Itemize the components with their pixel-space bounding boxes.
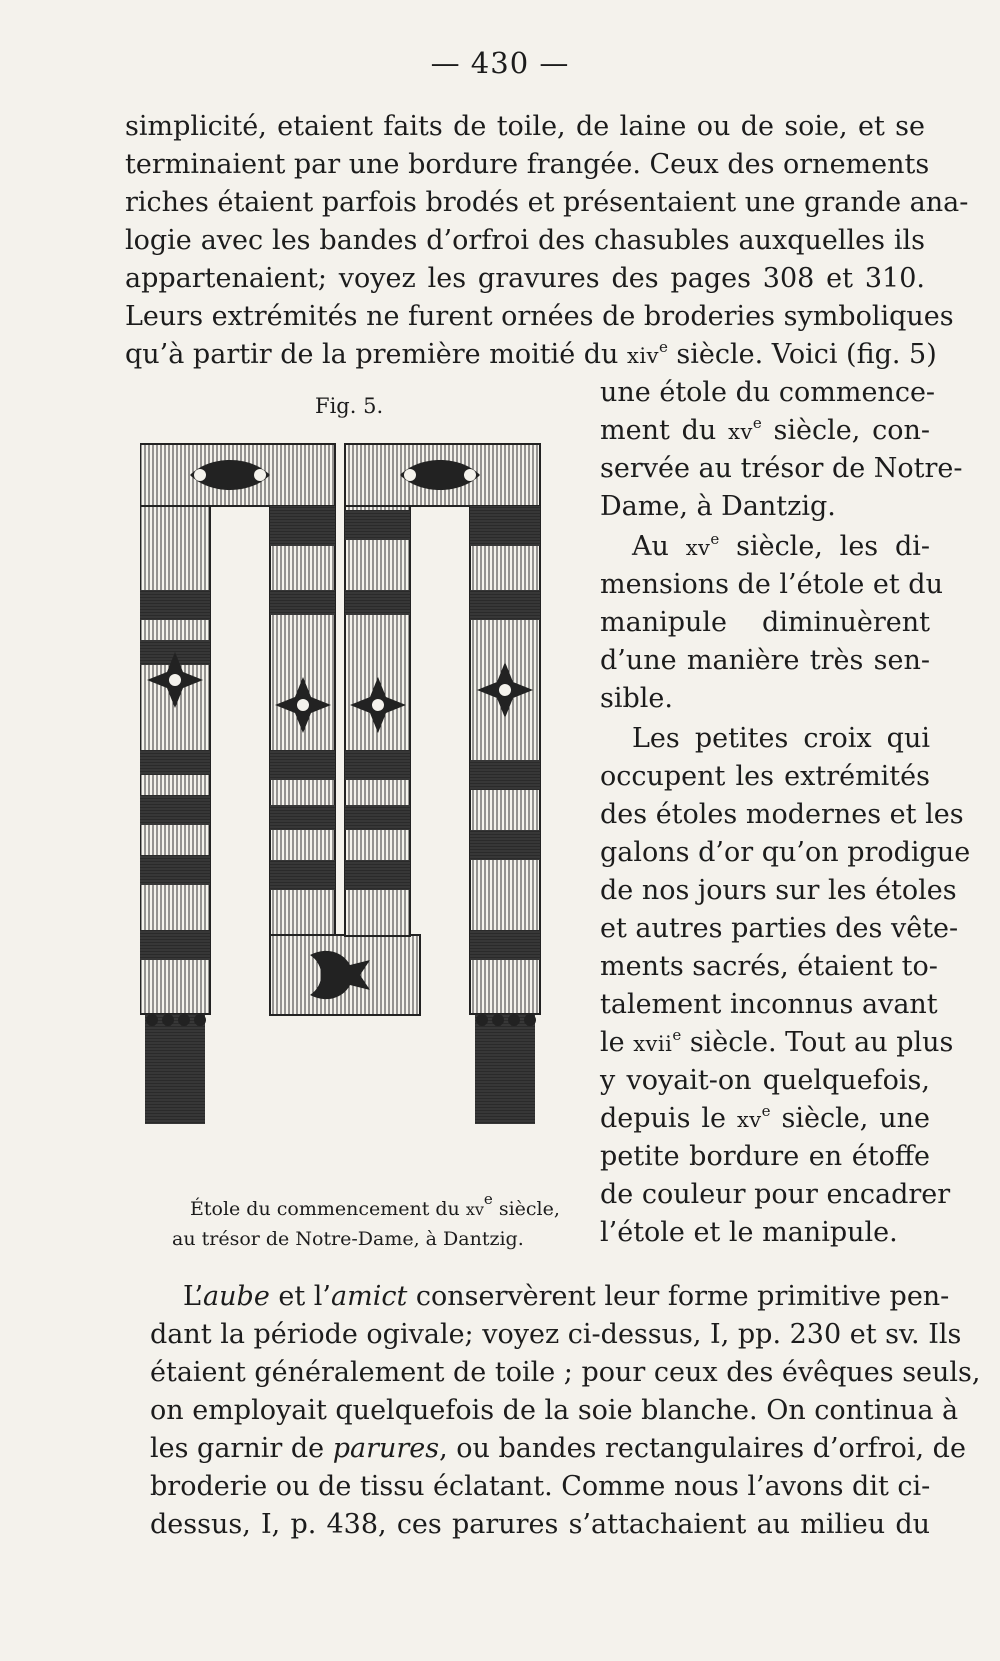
text-line: de nos jours sur les étoles <box>600 875 957 906</box>
text-line: le xvii$^e$ siècle. Tout au plus <box>600 1026 954 1058</box>
text-line: sible. <box>600 683 673 714</box>
text-line: mensions de l’étole et du <box>600 569 943 600</box>
text-line: logie avec les bandes d’orfroi des chasubles auxquelles ils <box>125 225 925 256</box>
text-line: manipule diminuèrent <box>600 607 930 638</box>
text-line: riches étaient parfois brodés et présentaient une grande ana- <box>125 187 969 218</box>
text-line: talement inconnus avant <box>600 989 938 1020</box>
text-line: terminaient par une bordure frangée. Ceux des ornements <box>125 149 930 180</box>
text-line: Les petites croix qui <box>632 723 930 754</box>
text-line: appartenaient; voyez les gravures des pages 308 et 310. <box>125 263 925 294</box>
stole-engraving <box>140 430 580 1190</box>
figure-caption-line: au trésor de Notre-Dame, à Dantzig. <box>172 1228 524 1250</box>
text-line: servée au trésor de Notre- <box>600 453 963 484</box>
text-line: broderie ou de tissu éclatant. Comme nous l’avons dit ci- <box>150 1471 931 1502</box>
text-line: et autres parties des vête- <box>600 913 959 944</box>
right-stole <box>345 444 540 1124</box>
text-line: simplicité, etaient faits de toile, de laine ou de soie, et se <box>125 111 925 142</box>
text-line: des étoles modernes et les <box>600 799 964 830</box>
text-line: de couleur pour encadrer <box>600 1179 951 1210</box>
text-line: galons d’or qu’on prodigue <box>600 837 971 868</box>
text-line: étaient généralement de toile ; pour ceux des évêques seuls, <box>150 1357 981 1388</box>
figure-caption-line: Étole du commencement du $xv^e$ siècle, <box>190 1190 560 1220</box>
text-line: dant la période ogivale; voyez ci-dessus, I, pp. 230 et sv. Ils <box>150 1319 962 1350</box>
right-fringe <box>475 1014 536 1124</box>
text-line: les garnir de parures, ou bandes rectangulaires d’orfroi, de <box>150 1433 966 1464</box>
text-line: petite bordure en étoffe <box>600 1141 930 1172</box>
page-number: — 430 — <box>430 46 570 80</box>
text-line: Au $xv^e$ siècle, les di- <box>632 530 930 562</box>
text-line: une étole du commence- <box>600 377 936 408</box>
text-line: depuis le $xv^e$ siècle, une <box>600 1102 930 1134</box>
text-line: Dame, à Dantzig. <box>600 491 836 522</box>
text-line: l’étole et le manipule. <box>600 1217 898 1248</box>
left-fringe <box>145 1014 206 1124</box>
text-line: qu’à partir de la première moitié du xiv$^e$ siècle. Voici (fig. 5) <box>125 338 937 370</box>
figure-label: Fig. 5. <box>315 394 384 418</box>
text-line: d’une manière très sen- <box>600 645 930 676</box>
text-line: ment du $xv^e$ siècle, con- <box>600 414 930 446</box>
text-line: L’aube et l’amict conservèrent leur forme primitive pen- <box>183 1281 950 1312</box>
text-line: Leurs extrémités ne furent ornées de broderies symboliques <box>125 301 954 332</box>
text-line: y voyait-on quelquefois, <box>600 1065 930 1096</box>
text-line: occupent les extrémités <box>600 761 930 792</box>
text-line: on employait quelquefois de la soie blanche. On continua à <box>150 1395 959 1426</box>
text-line: ments sacrés, étaient to- <box>600 951 938 982</box>
text-line: dessus, I, p. 438, ces parures s’attachaient au milieu du <box>150 1509 930 1540</box>
